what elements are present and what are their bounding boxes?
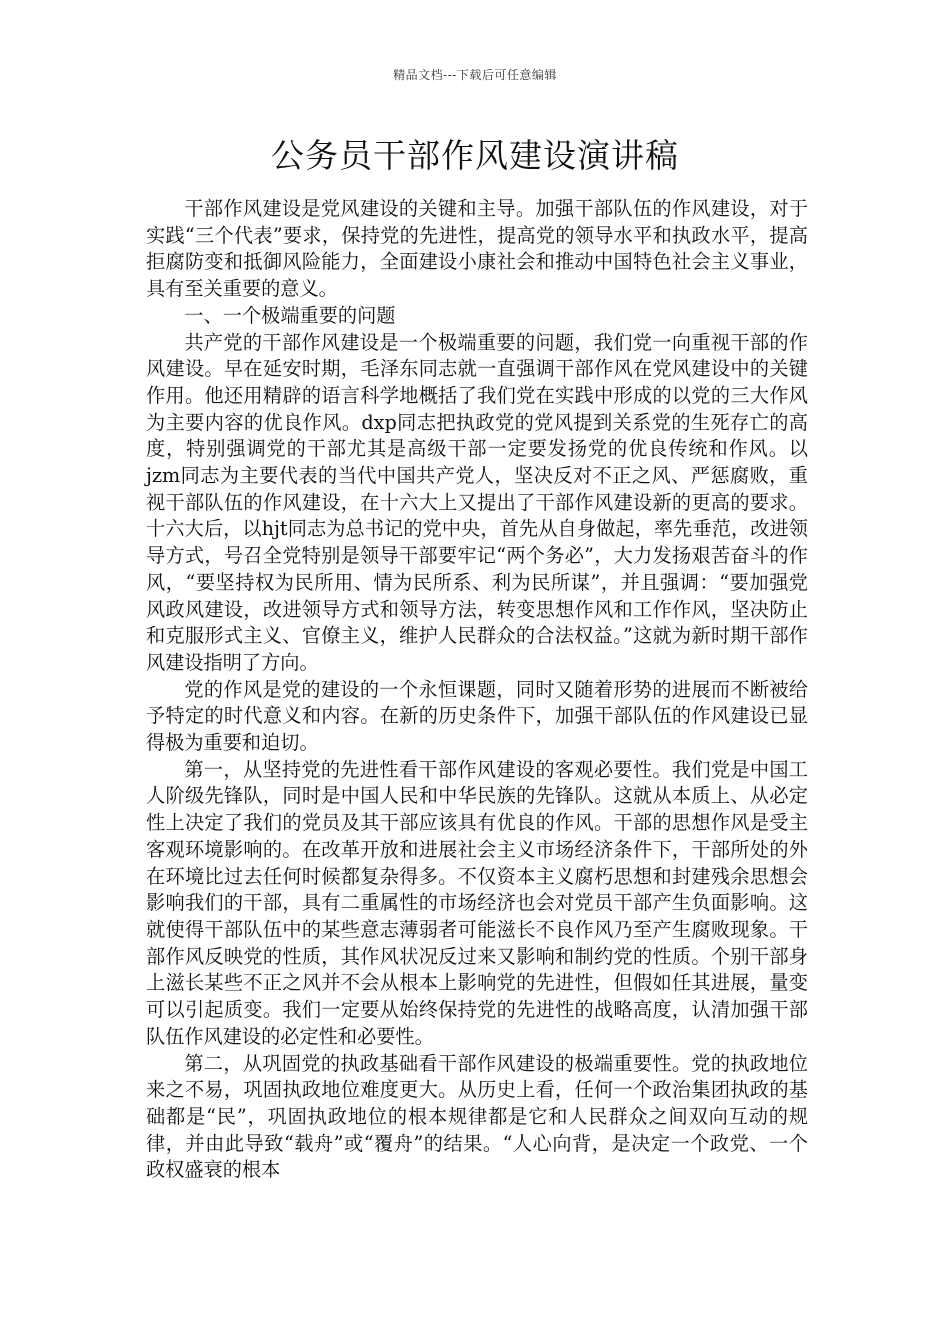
- document-body: [146, 196, 808, 1184]
- paragraph-history: 共产党的干部作风建设是一个极端重要的问题，我们党一向重视干部的作风建设。早在延安时期，毛泽东同志就一直强调干部作风在党风建设中的关键作用。他还用精辟的语言科学地概括了我们党在实践中形成的以党的三大作风为主要内容的优良作风。dxp同志把执政党的党风提到关系党的生死存亡的高度，特别强调党的干部尤其是高级干部一定要发扬党的优良传统和作风。以jzm同志为主要代表的当代中国共产党人，坚决反对不正之风、严惩腐败，重视干部队伍的作风建设，在十六大上又提出了干部作风建设新的更高的要求。十六大后，以hjt同志为总书记的党中央，首先从自身做起，率先垂范，改进领导方式，号召全党特别是领导干部要牢记“两个务必”，大力发扬艰苦奋斗的作风，“要坚持权为民所用、情为民所系、利为民所谋”，并且强调：“要加强党风政风建设，改进领导方式和领导方法，转变思想作风和工作作风，坚决防止和克服形式主义、官僚主义，维护人民群众的合法权益。”这就为新时期干部作风建设指明了方向。: [146, 330, 808, 674]
- page-header-note: 精品文档---下载后可任意编辑: [393, 68, 557, 82]
- paragraph-second-point: 第二，从巩固党的执政基础看干部作风建设的极端重要性。党的执政地位来之不易，巩固执政地位难度更大。从历史上看，任何一个政治集团执政的基础都是“民”，巩固执政地位的根本规律都是它和人民群众之间双向互动的规律，并由此导致“载舟”或“覆舟”的结果。“人心向背，是决定一个政党、一个政权盛衰的根本: [146, 1051, 808, 1182]
- paragraph-eternal-topic: 党的作风是党的建设的一个永恒课题，同时又随着形势的进展而不断被给予特定的时代意义和内容。在新的历史条件下，加强干部队伍的作风建设已显得极为重要和迫切。: [146, 677, 808, 755]
- section-heading: 一、一个极端重要的问题: [184, 303, 396, 327]
- paragraph-first-point: 第一，从坚持党的先进性看干部作风建设的客观必要性。我们党是中国工人阶级先锋队，同时是中国人民和中华民族的先锋队。这就从本质上、从必定性上决定了我们的党员及其干部应该具有优良的作风。干部的思想作风是受主客观环境影响的。在改革开放和进展社会主义市场经济条件下，干部所处的外在环境比过去任何时候都复杂得多。不仅资本主义腐朽思想和封建残余思想会影响我们的干部，具有二重属性的市场经济也会对党员干部产生负面影响。这就使得干部队伍中的某些意志薄弱者可能滋长不良作风乃至产生腐败现象。干部作风反映党的性质，其作风状况反过来又影响和制约党的性质。个别干部身上滋长某些不正之风并不会从根本上影响党的先进性，但假如任其进展，量变可以引起质变。我们一定要从始终保持党的先进性的战略高度，认清加强干部队伍作风建设的必定性和必要性。: [146, 757, 808, 1048]
- document-title: 公务员干部作风建设演讲稿: [271, 136, 679, 175]
- paragraph-intro: 干部作风建设是党风建设的关键和主导。加强干部队伍的作风建设，对于实践“三个代表”要求，保持党的先进性，提高党的领导水平和执政水平，提高拒腐防变和抵御风险能力，全面建设小康社会和推动中国特色社会主义事业，具有至关重要的意义。: [146, 197, 808, 301]
